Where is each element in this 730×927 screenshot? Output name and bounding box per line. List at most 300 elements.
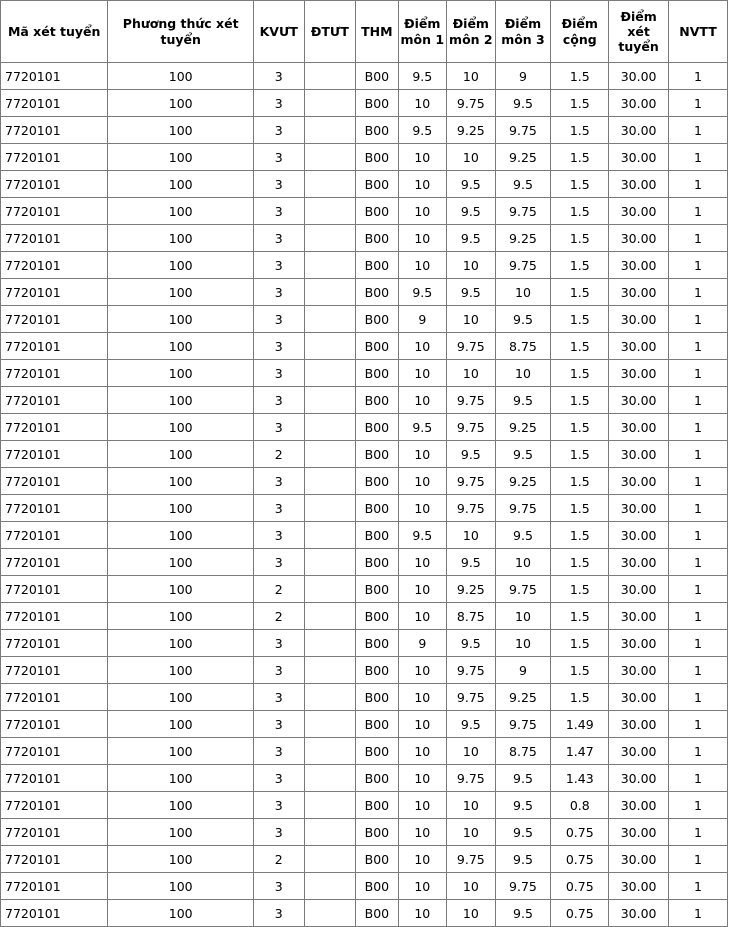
table-row [1,711,728,738]
table-row [1,819,728,846]
cell-dtut [304,873,356,900]
cell-diem-mon-3: 9.25 [495,144,551,171]
cell-diem-mon-3: 9.75 [495,576,551,603]
cell-diem-mon-1: 10 [398,495,447,522]
cell-diem-xet-tuyen: 30.00 [609,441,669,468]
table-row [1,495,728,522]
cell-diem-mon-1: 9.5 [398,522,447,549]
cell-thm: B00 [356,549,398,576]
cell-dtut [304,441,356,468]
cell-nvtt: 1 [669,252,728,279]
cell-diem-cong: 1.5 [551,522,609,549]
cell-diem-xet-tuyen: 30.00 [609,306,669,333]
cell-dtut [304,63,356,90]
table-row [1,468,728,495]
table-row [1,117,728,144]
cell-kvut: 3 [253,306,304,333]
cell-phuong-thuc: 100 [108,198,254,225]
cell-kvut: 3 [253,495,304,522]
cell-diem-mon-2: 9.75 [447,657,496,684]
header-diem-cong: Điểm cộng [551,1,609,63]
cell-diem-mon-2: 10 [447,360,496,387]
cell-thm: B00 [356,414,398,441]
cell-phuong-thuc: 100 [108,738,254,765]
cell-diem-mon-1: 10 [398,846,447,873]
cell-nvtt: 1 [669,387,728,414]
cell-diem-cong: 1.49 [551,711,609,738]
cell-phuong-thuc: 100 [108,468,254,495]
cell-diem-mon-1: 10 [398,765,447,792]
cell-phuong-thuc: 100 [108,144,254,171]
cell-diem-mon-3: 9.5 [495,90,551,117]
cell-diem-xet-tuyen: 30.00 [609,252,669,279]
cell-diem-cong: 1.5 [551,603,609,630]
cell-nvtt: 1 [669,522,728,549]
cell-thm: B00 [356,387,398,414]
cell-phuong-thuc: 100 [108,360,254,387]
cell-phuong-thuc: 100 [108,441,254,468]
cell-diem-cong: 1.5 [551,549,609,576]
cell-kvut: 3 [253,387,304,414]
cell-phuong-thuc: 100 [108,522,254,549]
cell-nvtt: 1 [669,495,728,522]
cell-diem-mon-3: 8.75 [495,738,551,765]
cell-thm: B00 [356,765,398,792]
table-row [1,900,728,927]
cell-nvtt: 1 [669,360,728,387]
cell-ma-xet-tuyen: 7720101 [1,873,108,900]
cell-dtut [304,657,356,684]
cell-dtut [304,279,356,306]
cell-ma-xet-tuyen: 7720101 [1,522,108,549]
cell-kvut: 3 [253,360,304,387]
table-row [1,414,728,441]
cell-phuong-thuc: 100 [108,792,254,819]
cell-dtut [304,387,356,414]
cell-diem-mon-2: 9.5 [447,198,496,225]
cell-ma-xet-tuyen: 7720101 [1,333,108,360]
cell-diem-xet-tuyen: 30.00 [609,549,669,576]
cell-dtut [304,549,356,576]
cell-diem-xet-tuyen: 30.00 [609,225,669,252]
cell-nvtt: 1 [669,279,728,306]
cell-ma-xet-tuyen: 7720101 [1,792,108,819]
cell-phuong-thuc: 100 [108,252,254,279]
table-row [1,738,728,765]
cell-thm: B00 [356,900,398,927]
cell-kvut: 3 [253,900,304,927]
cell-diem-cong: 1.5 [551,279,609,306]
cell-ma-xet-tuyen: 7720101 [1,765,108,792]
cell-kvut: 3 [253,468,304,495]
cell-diem-mon-1: 10 [398,252,447,279]
cell-diem-xet-tuyen: 30.00 [609,387,669,414]
cell-diem-mon-2: 9.75 [447,495,496,522]
cell-diem-mon-3: 10 [495,630,551,657]
header-diem-mon-3: Điểm môn 3 [495,1,551,63]
cell-diem-cong: 1.43 [551,765,609,792]
cell-nvtt: 1 [669,144,728,171]
cell-nvtt: 1 [669,846,728,873]
cell-diem-mon-2: 10 [447,522,496,549]
cell-phuong-thuc: 100 [108,846,254,873]
cell-kvut: 3 [253,765,304,792]
cell-dtut [304,90,356,117]
cell-ma-xet-tuyen: 7720101 [1,198,108,225]
cell-diem-mon-1: 10 [398,360,447,387]
cell-dtut [304,819,356,846]
cell-diem-xet-tuyen: 30.00 [609,198,669,225]
cell-diem-mon-3: 8.75 [495,333,551,360]
cell-kvut: 3 [253,279,304,306]
cell-thm: B00 [356,198,398,225]
cell-thm: B00 [356,522,398,549]
header-ma-xet-tuyen: Mã xét tuyển [1,1,108,63]
cell-phuong-thuc: 100 [108,414,254,441]
header-nvtt: NVTT [669,1,728,63]
cell-diem-cong: 1.5 [551,117,609,144]
cell-diem-mon-1: 10 [398,900,447,927]
cell-diem-mon-2: 9.75 [447,333,496,360]
cell-diem-mon-3: 9.5 [495,171,551,198]
cell-diem-mon-1: 10 [398,576,447,603]
cell-diem-mon-2: 9.75 [447,387,496,414]
cell-diem-cong: 1.5 [551,306,609,333]
cell-thm: B00 [356,90,398,117]
table-row [1,549,728,576]
cell-diem-mon-3: 10 [495,279,551,306]
cell-nvtt: 1 [669,711,728,738]
table-row [1,657,728,684]
cell-dtut [304,198,356,225]
cell-kvut: 3 [253,63,304,90]
cell-diem-mon-2: 9.75 [447,468,496,495]
table-row [1,144,728,171]
cell-diem-xet-tuyen: 30.00 [609,63,669,90]
cell-nvtt: 1 [669,333,728,360]
cell-diem-cong: 1.5 [551,441,609,468]
cell-diem-xet-tuyen: 30.00 [609,657,669,684]
cell-diem-cong: 1.5 [551,495,609,522]
cell-diem-cong: 0.8 [551,792,609,819]
cell-ma-xet-tuyen: 7720101 [1,225,108,252]
cell-phuong-thuc: 100 [108,306,254,333]
cell-diem-cong: 1.5 [551,414,609,441]
cell-diem-cong: 1.5 [551,171,609,198]
cell-nvtt: 1 [669,765,728,792]
cell-dtut [304,792,356,819]
cell-nvtt: 1 [669,576,728,603]
cell-kvut: 2 [253,603,304,630]
cell-diem-mon-3: 9.75 [495,495,551,522]
cell-nvtt: 1 [669,306,728,333]
cell-phuong-thuc: 100 [108,63,254,90]
cell-diem-mon-2: 9.75 [447,684,496,711]
header-row [1,1,728,63]
cell-diem-mon-2: 9.5 [447,171,496,198]
cell-diem-mon-1: 10 [398,711,447,738]
cell-phuong-thuc: 100 [108,171,254,198]
table-row [1,333,728,360]
cell-diem-mon-2: 10 [447,900,496,927]
cell-diem-mon-2: 10 [447,306,496,333]
table-row [1,63,728,90]
cell-ma-xet-tuyen: 7720101 [1,306,108,333]
cell-diem-mon-3: 9 [495,63,551,90]
cell-thm: B00 [356,657,398,684]
cell-diem-mon-3: 9.75 [495,873,551,900]
cell-diem-mon-2: 10 [447,144,496,171]
cell-kvut: 3 [253,738,304,765]
cell-thm: B00 [356,846,398,873]
cell-diem-mon-1: 10 [398,387,447,414]
cell-thm: B00 [356,441,398,468]
cell-diem-mon-3: 9.25 [495,684,551,711]
cell-ma-xet-tuyen: 7720101 [1,576,108,603]
cell-diem-mon-3: 9.5 [495,441,551,468]
cell-kvut: 3 [253,225,304,252]
cell-nvtt: 1 [669,792,728,819]
cell-diem-xet-tuyen: 30.00 [609,414,669,441]
cell-diem-mon-3: 9.5 [495,306,551,333]
cell-nvtt: 1 [669,90,728,117]
cell-thm: B00 [356,252,398,279]
cell-dtut [304,414,356,441]
cell-diem-mon-1: 10 [398,468,447,495]
cell-ma-xet-tuyen: 7720101 [1,549,108,576]
table-row [1,873,728,900]
header-diem-mon-1: Điểm môn 1 [398,1,447,63]
cell-diem-mon-2: 9.5 [447,225,496,252]
cell-dtut [304,252,356,279]
cell-diem-mon-2: 9.5 [447,279,496,306]
cell-diem-mon-3: 9.75 [495,117,551,144]
cell-diem-mon-1: 10 [398,603,447,630]
cell-phuong-thuc: 100 [108,603,254,630]
cell-diem-cong: 1.5 [551,333,609,360]
cell-diem-xet-tuyen: 30.00 [609,738,669,765]
cell-phuong-thuc: 100 [108,873,254,900]
cell-kvut: 2 [253,846,304,873]
cell-phuong-thuc: 100 [108,117,254,144]
cell-diem-mon-1: 10 [398,198,447,225]
cell-ma-xet-tuyen: 7720101 [1,252,108,279]
cell-diem-mon-1: 10 [398,333,447,360]
cell-diem-cong: 1.5 [551,225,609,252]
cell-diem-mon-1: 10 [398,657,447,684]
cell-thm: B00 [356,279,398,306]
cell-kvut: 3 [253,171,304,198]
table-row [1,441,728,468]
cell-ma-xet-tuyen: 7720101 [1,495,108,522]
cell-diem-cong: 0.75 [551,846,609,873]
header-diem-xet-tuyen: Điểm xét tuyển [609,1,669,63]
cell-dtut [304,738,356,765]
cell-ma-xet-tuyen: 7720101 [1,468,108,495]
table-row [1,252,728,279]
cell-kvut: 3 [253,90,304,117]
cell-diem-cong: 1.5 [551,198,609,225]
cell-ma-xet-tuyen: 7720101 [1,171,108,198]
cell-diem-xet-tuyen: 30.00 [609,684,669,711]
cell-diem-mon-1: 10 [398,144,447,171]
cell-kvut: 3 [253,819,304,846]
table-row [1,306,728,333]
cell-phuong-thuc: 100 [108,279,254,306]
cell-phuong-thuc: 100 [108,900,254,927]
table-row [1,792,728,819]
header-thm: THM [356,1,398,63]
cell-ma-xet-tuyen: 7720101 [1,360,108,387]
cell-ma-xet-tuyen: 7720101 [1,279,108,306]
cell-kvut: 3 [253,117,304,144]
cell-diem-mon-2: 10 [447,738,496,765]
table-row [1,198,728,225]
cell-thm: B00 [356,171,398,198]
cell-diem-mon-2: 9.5 [447,630,496,657]
cell-diem-mon-1: 10 [398,549,447,576]
cell-nvtt: 1 [669,657,728,684]
cell-phuong-thuc: 100 [108,549,254,576]
cell-phuong-thuc: 100 [108,765,254,792]
cell-diem-cong: 1.5 [551,468,609,495]
cell-thm: B00 [356,603,398,630]
cell-nvtt: 1 [669,198,728,225]
table-row [1,603,728,630]
cell-diem-mon-3: 9.5 [495,819,551,846]
cell-diem-xet-tuyen: 30.00 [609,333,669,360]
cell-diem-cong: 1.5 [551,630,609,657]
cell-diem-xet-tuyen: 30.00 [609,792,669,819]
cell-ma-xet-tuyen: 7720101 [1,117,108,144]
cell-diem-cong: 1.5 [551,63,609,90]
cell-diem-xet-tuyen: 30.00 [609,900,669,927]
cell-nvtt: 1 [669,873,728,900]
cell-dtut [304,306,356,333]
cell-phuong-thuc: 100 [108,711,254,738]
cell-ma-xet-tuyen: 7720101 [1,63,108,90]
header-dtut: ĐTƯT [304,1,356,63]
cell-diem-mon-1: 10 [398,90,447,117]
table-row [1,360,728,387]
cell-diem-mon-2: 9.5 [447,549,496,576]
cell-nvtt: 1 [669,171,728,198]
cell-phuong-thuc: 100 [108,387,254,414]
cell-kvut: 3 [253,711,304,738]
cell-diem-mon-3: 9.5 [495,792,551,819]
cell-diem-mon-3: 9.25 [495,468,551,495]
cell-diem-mon-2: 9.75 [447,846,496,873]
cell-diem-cong: 1.5 [551,144,609,171]
cell-ma-xet-tuyen: 7720101 [1,90,108,117]
cell-diem-xet-tuyen: 30.00 [609,468,669,495]
cell-ma-xet-tuyen: 7720101 [1,846,108,873]
cell-diem-xet-tuyen: 30.00 [609,495,669,522]
cell-thm: B00 [356,495,398,522]
cell-diem-mon-1: 10 [398,873,447,900]
cell-diem-mon-2: 10 [447,792,496,819]
cell-kvut: 3 [253,873,304,900]
cell-diem-mon-2: 9.5 [447,441,496,468]
cell-kvut: 3 [253,144,304,171]
cell-kvut: 3 [253,792,304,819]
cell-dtut [304,144,356,171]
cell-diem-xet-tuyen: 30.00 [609,846,669,873]
cell-nvtt: 1 [669,549,728,576]
cell-kvut: 3 [253,522,304,549]
cell-kvut: 3 [253,657,304,684]
cell-diem-mon-3: 9.5 [495,522,551,549]
cell-ma-xet-tuyen: 7720101 [1,603,108,630]
cell-dtut [304,360,356,387]
cell-ma-xet-tuyen: 7720101 [1,414,108,441]
cell-phuong-thuc: 100 [108,90,254,117]
cell-diem-cong: 1.5 [551,576,609,603]
cell-kvut: 3 [253,549,304,576]
cell-thm: B00 [356,738,398,765]
cell-diem-mon-2: 9.75 [447,414,496,441]
cell-nvtt: 1 [669,63,728,90]
cell-nvtt: 1 [669,819,728,846]
cell-diem-xet-tuyen: 30.00 [609,576,669,603]
cell-diem-cong: 1.5 [551,684,609,711]
cell-diem-cong: 1.47 [551,738,609,765]
cell-kvut: 3 [253,414,304,441]
cell-ma-xet-tuyen: 7720101 [1,387,108,414]
header-diem-mon-2: Điểm môn 2 [447,1,496,63]
cell-diem-mon-2: 9.75 [447,765,496,792]
cell-diem-xet-tuyen: 30.00 [609,819,669,846]
cell-phuong-thuc: 100 [108,819,254,846]
cell-kvut: 3 [253,198,304,225]
cell-kvut: 3 [253,630,304,657]
cell-ma-xet-tuyen: 7720101 [1,819,108,846]
cell-diem-xet-tuyen: 30.00 [609,522,669,549]
cell-nvtt: 1 [669,117,728,144]
cell-dtut [304,630,356,657]
cell-nvtt: 1 [669,468,728,495]
cell-phuong-thuc: 100 [108,225,254,252]
cell-nvtt: 1 [669,630,728,657]
table-row [1,630,728,657]
cell-thm: B00 [356,684,398,711]
cell-diem-mon-3: 10 [495,549,551,576]
cell-diem-mon-1: 9.5 [398,63,447,90]
cell-diem-mon-1: 9 [398,630,447,657]
cell-diem-cong: 1.5 [551,360,609,387]
cell-diem-mon-1: 10 [398,171,447,198]
cell-diem-cong: 0.75 [551,900,609,927]
cell-dtut [304,684,356,711]
cell-nvtt: 1 [669,738,728,765]
cell-diem-mon-2: 9.25 [447,576,496,603]
cell-diem-cong: 1.5 [551,657,609,684]
cell-kvut: 2 [253,441,304,468]
cell-dtut [304,225,356,252]
cell-thm: B00 [356,873,398,900]
cell-diem-cong: 1.5 [551,90,609,117]
cell-phuong-thuc: 100 [108,576,254,603]
cell-diem-mon-1: 10 [398,441,447,468]
cell-ma-xet-tuyen: 7720101 [1,684,108,711]
cell-nvtt: 1 [669,684,728,711]
cell-phuong-thuc: 100 [108,684,254,711]
cell-diem-mon-3: 9.75 [495,711,551,738]
cell-phuong-thuc: 100 [108,333,254,360]
table-row [1,765,728,792]
header-phuong-thuc: Phương thức xét tuyển [108,1,254,63]
cell-thm: B00 [356,306,398,333]
